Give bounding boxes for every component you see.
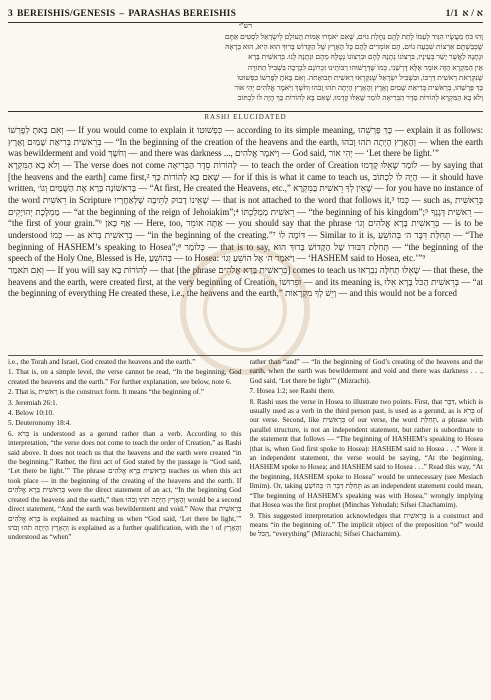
rashi-label: רש"י — [238, 22, 253, 30]
footnote: 1. That is, on a simple level, the verse cannot be read, “In the beginning, God created the heavens and the earth.” For further explanation, see below, note 6. — [8, 368, 242, 386]
footnotes-right-column — [250, 358, 484, 694]
footnote: 2. That is, רֵאשִׁית is the construct form. It means “the beginning of.” — [8, 388, 204, 397]
page-number: 3 — [8, 9, 13, 19]
footnotes-area — [8, 358, 483, 694]
footnotes-left-column — [8, 358, 242, 694]
elucidation-paragraph: וְאִם תֹּאמַר — If you will say לְהוֹרוֹת בָּא — that [the phrase בְּרֵאשִׁית בָּרָא אֱלֹהִים] comes to teach us שֶׁאֵלּוּ תְחִלָּה נִבְרְאוּ — that these, the heavens and the earth, were created first, at the very beginning of Creation, וּפֵרוּשׁוֹ — and its meaning is, בְּרֵאשִׁית הַכֹּל בָּרָא אֵלּוּ — “at the beginning of everything He created these, i.e., the heavens and the earth,” וְיֵשׁ לְךָ מִקְרָאוֹת — and this would not be a forced — [8, 264, 483, 299]
footnote: 5. Deuteronomy 18:4. — [8, 419, 72, 428]
hebrew-reference: א / א — [462, 9, 483, 19]
hebrew-line: שֶׁנִּקְרֵאת רֵאשִׁית דַּרְכּוֹ, וּבִשְׁבִיל יִשְׂרָאֵל שֶׁנִּקְרְאוּ רֵאשִׁית תְּבוּאָתֹה. וְאִם בָּאתָ לְפָרְשׁוֹ כִּפְשׁוּטוֹ — [237, 72, 483, 82]
footnote: 7. Hosea 1:2; see Rashi there. — [249, 387, 335, 396]
footnote-divider — [8, 355, 483, 356]
header-separator: – — [119, 9, 125, 19]
hebrew-line: וְלֹא בָא הַמִּקְרָא לְהוֹרוֹת סֵדֶר הַבְּרִיאָה לוֹמַר שֶׁאֵלּוּ קָדְמוּ, שֶׁאִם בָּא לְהוֹרוֹת כָּךְ הָיָה לוֹ לִכְתּוֹב — [237, 93, 483, 103]
hebrew-line: כָּךְ פָּרְשֵׁהוּ, בְּרֵאשִׁית בְּרִיאַת שָׁמַיִם וָאָרֶץ וְהָאָרֶץ הָיְתָה תֹהוּ וָבֹהוּ וְחֹשֶׁךְ וַיֹּאמֶר אֱלֹהִים יְהִי אוֹר — [234, 83, 483, 93]
footnote: 3. Jeremiah 26:1. — [8, 398, 58, 407]
footnote: 6. בְּרֹא is understood as a gerund rather than a verb. According to this interpretation, “the verse does not come to teach the order of Creation,” as Rashi said above. It does not teach us that the heavens and the earth were created “in the beginning.” Rather, the first act of God stated by the passage is “God said, ‘Let there be light.’” The phrase בְּרֵאשִׁית בָּרָא אֱלֹהִים teaches us when this act took place — in the beginning of the creating of the heavens and the earth. If בְּרֵאשִׁית בָּרָא אֱלֹהִים were the direct statement of an act, “In the beginning God created the heavens and the earth,” then וְהָאָרֶץ הָיְתָה תֹהוּ וָבֹהוּ would be a second direct statement, “And the earth was bewilderment and void.” Now that בְּרֵאשִׁית בָּרָא אֱלֹהִים is explained as teaching us when “God said, ‘Let there be light,’” וְהָאָרֶץ הָיְתָה תֹהוּ וָבֹהוּ is explained as a further qualification, with the ו of וְהָאָרֶץ understood as “when” — [8, 429, 242, 542]
header-left — [8, 9, 236, 19]
rashi-elucidated-label: RASHI ELUCIDATED — [204, 113, 287, 121]
footnote: 9. This suggested interpretation acknowledges that בְּרֵאשִׁית is a construct and means “in the beginning of.” The implicit object of the preposition “of” would be הַכֹּל, “everything” (Mizrachi; Sifsei Chachamim). — [249, 511, 483, 539]
elucidation-paragraph: וְלֹא בָא הַמִּקְרָא — The verse does not come לְהוֹרוֹת סֵדֶר הַבְּרִיאָה — to teach the order of Creation לוֹמַר שֶׁאֵלּוּ קָדְמוּ — by saying that [the heavens and the earth] came first,² שֶׁאִם בָּא לְהוֹרוֹת כָּךְ — for if this is what it came to teach us, הָיָה לוֹ לִכְתּוֹב — it should have written, בָּרִאשׁוֹנָה בָּרָא אֶת הַשָּׁמַיִם וְגוֹ׳ — “At first, He created the Heavens, etc.,” שֶׁאֵין לְךָ רֵאשִׁית בַּמִּקְרָא — for you have no instance of the word רֵאשִׁית in Scripture שֶׁאֵינוֹ דָבוּק לַתֵּיבָה שֶׁלְּאַחֲרָיו — that is not attached to the word that follows it,³ כְּמוֹ — such as, בְּרֵאשִׁית מַמְלֶכֶת יְהוֹיָקִים — “at the beginning of the reign of Jehoiakim”;⁴ רֵאשִׁית מַמְלַכְתּוֹ — “the beginning of his kingdom”;⁵ רֵאשִׁית דְּגָנְךָ — “the first of your grain.”⁶ אַף כָּאן — Here, too, אַתָּה אוֹמֵר — you should say that the phrase בְּרֵאשִׁית בָּרָא אֱלֹהִים וְגוֹ׳ — is to be understood כְּמוֹ — as בְּרֵאשִׁית בְּרֹא — “in the beginning of the creating.”⁷ דּוֹמֶה לוֹ — Similar to it is, תְּחִלַּת דִּבֶּר ה׳ בְּהוֹשֵׁעַ — “The beginning of HASHEM’s speaking to Hosea”;⁸ כְּלוֹמַר — that is to say, תְּחִלַּת דִּבּוּרוֹ שֶׁל הַקָּדוֹשׁ בָּרוּךְ הוּא — “the beginning of the speech of the Holy One, Blessed is He, בְּהוֹשֵׁעַ — to Hosea: וַיֹּאמֶר ה׳ אֶל הוֹשֵׁעַ וְגוֹ׳ — ‘HASHEM said to Hosea, etc.’”⁹ — [8, 159, 483, 264]
footnote: 8. Rashi uses the verse in Hosea to illustrate two points. First, that דִּבֶּר, which is usually used as a verb in the third person past, is used as a gerund, as is בְּרֹא of our verse. Second, like בְּרֵאשִׁית of our verse, the word תְּחִלַּת, a phrase with parallel structure, is not an independent statement, but rather is subordinate to the statement that follows — “The beginning of HASHEM’s speaking to Hosea (that is, when God first spoke to Hosea): HASHEM said to Hosea . . .” Were it an independent statement, the verse would be saying, “At the beginning, HASHEM spoke to Hosea; and HASHEM said to Hosea . . .” Read this way, “At the beginning, HASHEM spoke to Hosea” would be unnecessary (see Mesiach Ilmim). Or, taking תְּחִלַּת דִּבֶּר ה׳ בְּהוֹשֵׁעַ as an independent statement could mean, “The beginning of HASHEM’s speaking was with Hosea,” wrongly implying that Hosea was the first prophet (Minchas Yehudah; Sifsei Chachamim). — [249, 397, 483, 510]
hebrew-line: וּנְתָנָהּ לַאֲשֶׁר יָשַׁר בְּעֵינָיו, בִּרְצוֹנוֹ נְתָנָהּ לָהֶם וּבִרְצוֹנוֹ נְטָלָהּ מֵהֶם וּנְתָנָהּ לָנוּ. בְּרֵאשִׁית בָּרָא — [248, 52, 483, 62]
book-title: BEREISHIS/GENESIS — [16, 9, 116, 19]
footnote: i.e., the Torah and Israel, God created the heavens and the earth.” — [8, 358, 196, 366]
hebrew-line: אֵין הַמִּקְרָא הַזֶּה אוֹמֵר אֶלָּא דָּרְשֵׁנִי, כְּמוֹ שֶׁדְּרָשׁוּהוּ רַבּוֹתֵינוּ זִכְרוֹנָם לִבְרָכָה בִּשְׁבִיל הַתּוֹרָה — [247, 62, 483, 72]
elucidation-paragraph: וְאִם בָּאתָ לְפָרְשׁוֹ — If you would come to explain it כִּפְשׁוּטוֹ — according to its simple meaning, כָּךְ פָּרְשֵׁהוּ — explain it as follows: בְּרֵאשִׁית בְּרִיאַת שָׁמַיִם וָאָרֶץ — “In the beginning of the creation of the heavens and the earth, וְהָאָרֶץ הָיְתָה תֹהוּ וָבֹהוּ — when the earth was bewilderment and void וְחֹשֶׁךְ — and there was darkness ..., וַיֹּאמֶר אֱלֹהִים — God said, יְהִי אוֹר — ‘Let there be light.’” — [8, 125, 483, 159]
hebrew-line: וָהוּ כֹּחַ מַעֲשָׂיו הִגִּיד לְעַמּוֹ לָתֵת לָהֶם נַחֲלַת גּוֹיִם, שֶׁאִם יֹאמְרוּ אֻמּוֹת הָעוֹלָם לְיִשְׂרָאֵל לִסְטִים אַתֶּם — [224, 32, 483, 41]
parashah-title: PARASHAS BEREISHIS — [128, 9, 237, 19]
hebrew-rashi-block — [8, 32, 483, 108]
footnote: rather than “and” — “In the beginning of God’s creating of the heavens and the earth, when the earth was bewilderment and void and there was darkness . . ., God said, ‘Let there be light’” (Mizrachi). — [249, 358, 483, 385]
page-header — [8, 6, 483, 22]
header-right — [446, 9, 483, 19]
hebrew-line: שֶׁכְּבַשְׁתֶּם אַרְצוֹת שִׁבְעָה גוֹיִם, הֵם אוֹמְרִים לָהֶם כָּל הָאָרֶץ שֶׁל הַקָּדוֹשׁ בָּרוּךְ הוּא הִיא, הוּא בְּרָאָהּ — [225, 42, 483, 52]
verse-reference: 1/1 — [445, 9, 459, 19]
elucidated-text — [8, 125, 483, 333]
footnote: 4. Below 10:10. — [8, 409, 54, 418]
section-rule — [8, 111, 483, 112]
